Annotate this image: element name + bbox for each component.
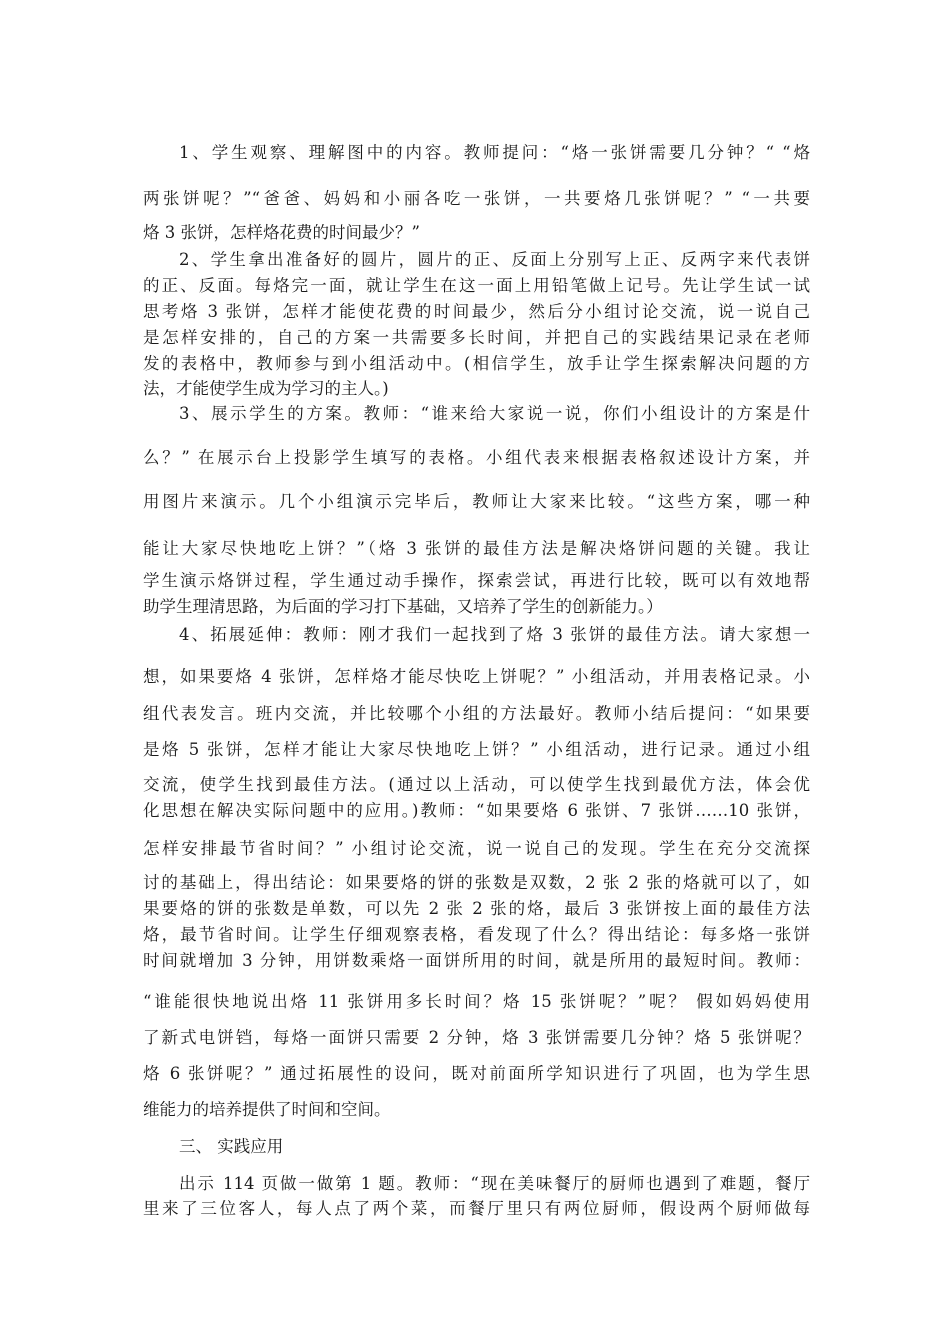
text-line: “谁能很快地说出烙 11 张饼用多长时间？烙 15 张饼呢？”呢？ 假如妈妈使用 <box>143 992 810 1011</box>
text-line: 是怎样安排的，自己的方案一共需要多长时间，并把自己的实践结果记录在老师 <box>143 328 810 347</box>
text-line: 3、展示学生的方案。教师：“谁来给大家说一说，你们小组设计的方案是什 <box>179 404 810 423</box>
text-line: 法，才能使学生成为学习的主人。) <box>143 379 389 398</box>
text-line: 想，如果要烙 4 张饼，怎样烙才能尽快吃上饼呢？” 小组活动，并用表格记录。小 <box>143 667 810 686</box>
text-line: 果要烙的饼的张数是单数，可以先 2 张 2 张的烙，最后 3 张饼按上面的最佳方法 <box>143 899 810 918</box>
text-line: 么？” 在展示台上投影学生填写的表格。小组代表来根据表格叙述设计方案，并 <box>143 448 810 467</box>
text-line: 怎样安排最节省时间？” 小组讨论交流，说一说自己的发现。学生在充分交流探 <box>143 839 810 858</box>
text-line: 思考烙 3 张饼，怎样才能使花费的时间最少，然后分小组讨论交流，说一说自己 <box>143 302 810 321</box>
text-line: 助学生理清思路，为后面的学习打下基础，又培养了学生的创新能力。） <box>143 597 663 616</box>
text-line: 了新式电饼铛，每烙一面饼只需要 2 分钟，烙 3 张饼需要几分钟？烙 5 张饼呢？ <box>143 1028 810 1047</box>
text-line: 4、拓展延伸：教师：刚才我们一起找到了烙 3 张饼的最佳方法。请大家想一 <box>179 625 810 644</box>
text-line: 是烙 5 张饼，怎样才能让大家尽快地吃上饼？” 小组活动，进行记录。通过小组 <box>143 740 810 759</box>
text-line: 2、学生拿出准备好的圆片，圆片的正、反面上分别写上正、反两字来代表饼 <box>179 250 810 269</box>
text-line: 烙 6 张饼呢？” 通过拓展性的设问，既对前面所学知识进行了巩固，也为学生思 <box>143 1064 810 1083</box>
text-line: 讨的基础上，得出结论：如果要烙的饼的张数是双数，2 张 2 张的烙就可以了，如 <box>143 873 810 892</box>
text-line: 发的表格中，教师参与到小组活动中。(相信学生，放手让学生探索解决问题的方 <box>143 354 810 373</box>
text-line: 组代表发言。班内交流，并比较哪个小组的方法最好。教师小结后提问：“如果要 <box>143 704 810 723</box>
text-line: 出示 114 页做一做第 1 题。教师：“现在美味餐厅的厨师也遇到了难题，餐厅 <box>179 1174 810 1193</box>
text-line: 化思想在解决实际问题中的应用。)教师：“如果要烙 6 张饼、7 张饼……10 张饼， <box>143 801 810 820</box>
text-line: 交流，使学生找到最佳方法。(通过以上活动，可以使学生找到最优方法，体会优 <box>143 775 810 794</box>
section-heading: 三、 实践应用 <box>179 1137 284 1156</box>
text-line: 维能力的培养提供了时间和空间。 <box>143 1100 391 1119</box>
text-line: 用图片来演示。几个小组演示完毕后，教师让大家来比较。“这些方案，哪一种 <box>143 492 810 511</box>
text-line: 里来了三位客人，每人点了两个菜，而餐厅里只有两位厨师，假设两个厨师做每 <box>143 1199 810 1218</box>
text-line: 能让大家尽快地吃上饼？”（烙 3 张饼的最佳方法是解决烙饼问题的关键。我让 <box>143 539 810 558</box>
text-line: 烙 3 张饼，怎样烙花费的时间最少？” <box>143 223 420 242</box>
text-line: 时间就增加 3 分钟，用饼数乘烙一面饼所用的时间，就是所用的最短时间。教师： <box>143 951 810 970</box>
text-line: 1、学生观察、理解图中的内容。教师提问：“烙一张饼需要几分钟？“ “烙 <box>179 143 810 162</box>
text-line: 学生演示烙饼过程，学生通过动手操作，探索尝试，再进行比较，既可以有效地帮 <box>143 571 810 590</box>
text-line: 烙，最节省时间。让学生仔细观察表格，看发现了什么？得出结论：每多烙一张饼 <box>143 925 810 944</box>
text-line: 的正、反面。每烙完一面，就让学生在这一面上用铅笔做上记号。先让学生试一试 <box>143 276 810 295</box>
text-line: 两张饼呢？”“爸爸、妈妈和小丽各吃一张饼，一共要烙几张饼呢？” “一共要 <box>143 189 810 208</box>
